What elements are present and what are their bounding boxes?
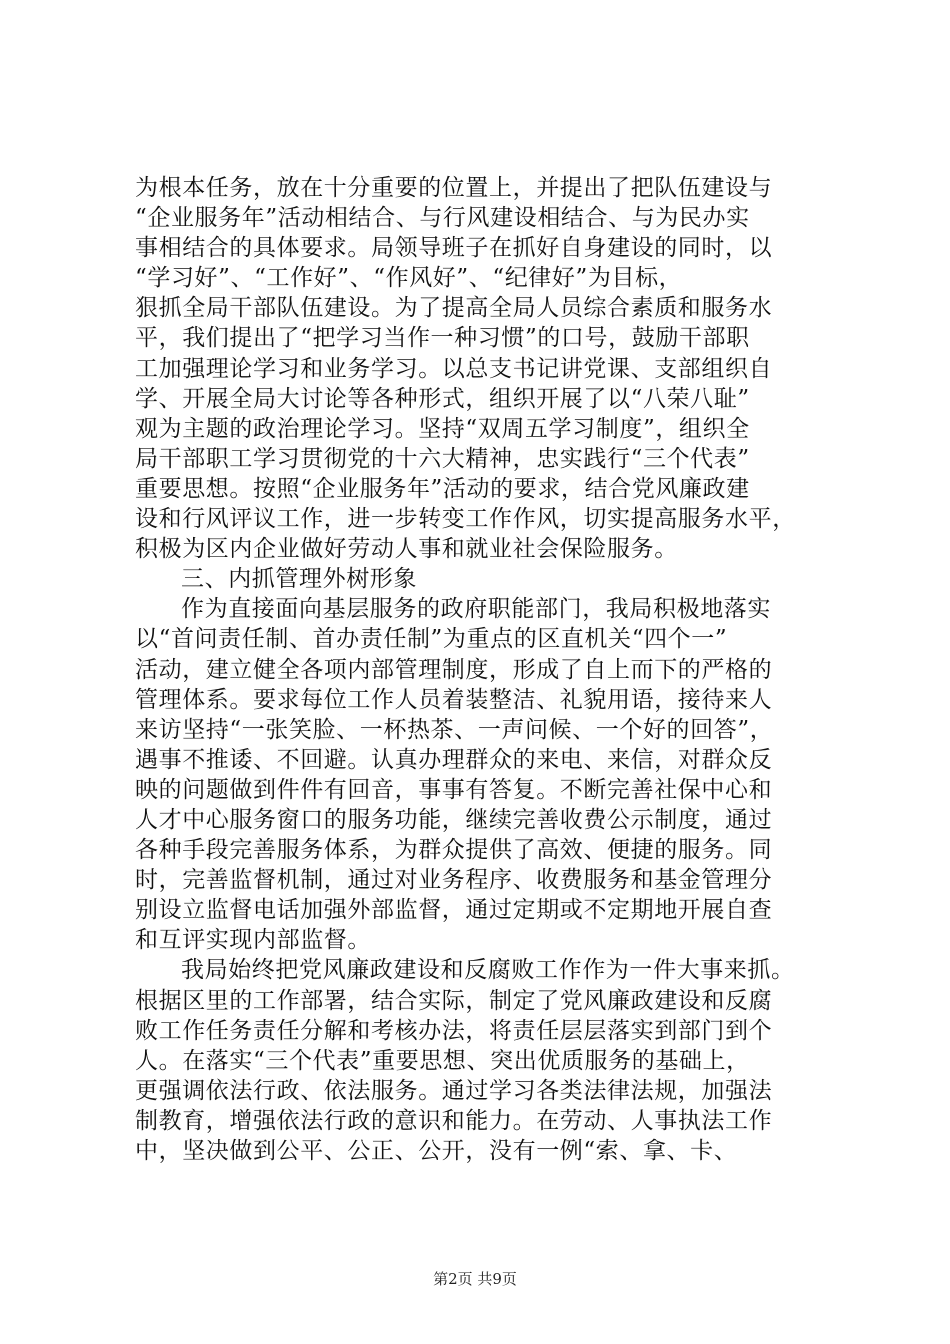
text-line: 学、开展全局大讨论等各种形式，组织开展了以“八荣八耻” — [135, 385, 750, 412]
text-line: 人才中心服务窗口的服务功能，继续完善收费公示制度，通过 — [135, 806, 773, 833]
text-line: 别设立监督电话加强外部监督，通过定期或不定期地开展自查 — [135, 897, 773, 924]
text-line: 平，我们提出了“把学习当作一种习惯”的口号，鼓励干部职 — [135, 325, 750, 352]
text-line: 各种手段完善服务体系，为群众提供了高效、便捷的服务。同 — [135, 837, 773, 864]
text-line: 局干部职工学习贯彻党的十六大精神，忠实践行“三个代表” — [135, 445, 750, 472]
text-line: 观为主题的政治理论学习。坚持“双周五学习制度”，组织全 — [135, 415, 750, 442]
text-line: 更强调依法行政、依法服务。通过学习各类法律法规，加强法 — [135, 1077, 773, 1104]
text-line: 作为直接面向基层服务的政府职能部门，我局积极地落实 — [181, 596, 771, 623]
text-line: 为根本任务，放在十分重要的位置上，并提出了把队伍建设与 — [135, 175, 773, 201]
text-line: 映的问题做到件件有回音，事事有答复。不断完善社保中心和 — [135, 776, 773, 803]
text-line: 根据区里的工作部署，结合实际，制定了党风廉政建设和反腐 — [135, 987, 773, 1014]
text-line: 时，完善监督机制，通过对业务程序、收费服务和基金管理分 — [135, 867, 773, 894]
text-line: 我局始终把党风廉政建设和反腐败工作作为一件大事来抓。 — [181, 957, 795, 984]
text-line: 管理体系。要求每位工作人员着装整洁、礼貌用语，接待来人 — [135, 686, 773, 713]
text-line: “企业服务年”活动相结合、与行风建设相结合、与为民办实 — [135, 205, 750, 232]
text-line: 败工作任务责任分解和考核办法，将责任层层落实到部门到个 — [135, 1017, 773, 1044]
text-line: 和互评实现内部监督。 — [135, 927, 371, 954]
text-line: 重要思想。按照“企业服务年”活动的要求，结合党风廉政建 — [135, 475, 750, 502]
text-line: 事相结合的具体要求。局领导班子在抓好自身建设的同时，以 — [135, 235, 773, 262]
text-line: 设和行风评议工作，进一步转变工作作风，切实提高服务水平， — [135, 506, 796, 533]
section-heading: 三、内抓管理外树形象 — [181, 566, 417, 593]
text-line: 积极为区内企业做好劳动人事和就业社会保险服务。 — [135, 536, 678, 563]
text-line: 中，坚决做到公平、公正、公开，没有一例“索、拿、卡、 — [135, 1138, 738, 1164]
text-line: “学习好”、“工作好”、“作风好”、“纪律好”为目标， — [135, 265, 683, 292]
text-line: 制教育，增强依法行政的意识和能力。在劳动、人事执法工作 — [135, 1107, 773, 1134]
text-line: 工加强理论学习和业务学习。以总支书记讲党课、支部组织自 — [135, 355, 773, 382]
text-line: 遇事不推诿、不回避。认真办理群众的来电、来信，对群众反 — [135, 746, 773, 773]
body-text — [135, 173, 835, 1166]
page-number-footer: 第2页 共9页 — [433, 1270, 517, 1288]
text-line: 来访坚持“一张笑脸、一杯热茶、一声问候、一个好的回答”， — [135, 716, 774, 743]
text-line: 活动，建立健全各项内部管理制度，形成了自上而下的严格的 — [135, 656, 773, 683]
text-line: 以“首问责任制、首办责任制”为重点的区直机关“四个一” — [135, 626, 728, 653]
text-line: 人。在落实“三个代表”重要思想、突出优质服务的基础上， — [135, 1047, 750, 1074]
text-line: 狠抓全局干部队伍建设。为了提高全局人员综合素质和服务水 — [135, 295, 773, 322]
